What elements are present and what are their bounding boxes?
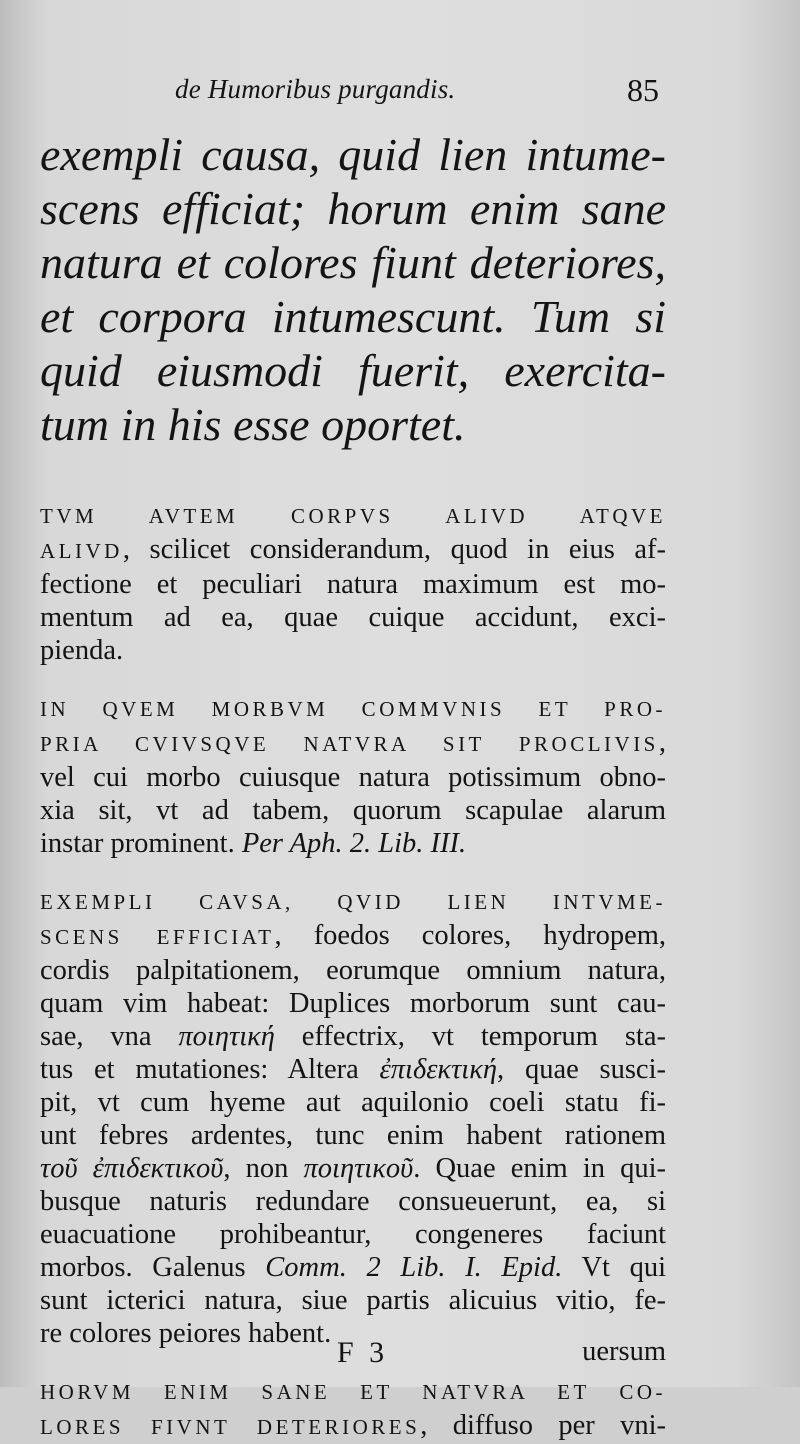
text-run: , bbox=[658, 727, 666, 758]
running-head: de Humoribus purgandis. bbox=[175, 74, 456, 104]
text-run: re colores peiores habent. bbox=[40, 1318, 332, 1349]
lead-line: scens efficiat; horum enim sane bbox=[40, 183, 666, 234]
text-run: unt febres ardentes, tunc enim habent rationem bbox=[40, 1120, 666, 1151]
text-run: fectione et peculiari natura maximum est mo- bbox=[40, 569, 666, 600]
text-line bbox=[40, 1086, 666, 1119]
text-line bbox=[40, 954, 666, 987]
text-line bbox=[40, 1251, 666, 1284]
text-line bbox=[40, 794, 666, 827]
page-header bbox=[175, 72, 665, 122]
text-run: instar prominent. bbox=[40, 828, 242, 859]
text-run: , diffuso per vni- bbox=[420, 1410, 666, 1441]
text-line bbox=[40, 1020, 666, 1053]
text-line bbox=[40, 1053, 666, 1086]
text-run: cordis palpitationem, eorumque omnium natura, bbox=[40, 955, 666, 986]
paragraph bbox=[40, 498, 666, 667]
text-run: , non bbox=[223, 1153, 304, 1184]
text-run: vel cui morbo cuiusque natura potissimum obno- bbox=[40, 762, 666, 793]
text-line bbox=[40, 1374, 666, 1409]
text-run: morbos. Galenus bbox=[40, 1252, 266, 1283]
commentary bbox=[40, 498, 666, 1444]
text-line bbox=[40, 1284, 666, 1317]
small-caps-lemma: IN QVEM MORBVM COMMVNIS ET PRO- bbox=[40, 697, 666, 721]
lead-line: natura et colores fiunt deteriores, bbox=[40, 237, 666, 288]
text-line bbox=[40, 827, 666, 860]
paragraph bbox=[40, 691, 666, 860]
italic-citation: Per Aph. 2. Lib. III. bbox=[241, 828, 467, 859]
small-caps-lemma: SCENS EFFICIAT bbox=[40, 925, 275, 949]
italic-citation: τοῦ ἐπιδεκτικοῦ bbox=[40, 1153, 224, 1184]
text-run: effectrix, vt temporum sta- bbox=[274, 1021, 666, 1052]
text-run: sunt icterici natura, siue partis alicuius vitio, fe- bbox=[40, 1285, 666, 1316]
page-number: 85 bbox=[627, 72, 659, 108]
text-line bbox=[40, 1185, 666, 1218]
text-run: tus et mutationes: Altera bbox=[40, 1054, 380, 1085]
small-caps-lemma: EXEMPLI CAVSA, QVID LIEN INTVME- bbox=[40, 890, 666, 914]
lead-passage bbox=[40, 128, 666, 452]
lead-line: et corpora intumescunt. Tum si bbox=[40, 291, 666, 342]
text-run: , scilicet considerandum, quod in eius af- bbox=[122, 534, 666, 565]
small-caps-lemma: HORVM ENIM SANE ET NATVRA ET CO- bbox=[40, 1380, 666, 1404]
text-run: euacuatione prohibeantur, congeneres faciunt bbox=[40, 1219, 666, 1250]
text-line bbox=[40, 1119, 666, 1152]
text-run: mentum ad ea, quae cuique accidunt, exci- bbox=[40, 602, 666, 633]
text-run: quam vim habeat: Duplices morborum sunt cau- bbox=[40, 988, 666, 1019]
text-line bbox=[40, 691, 666, 726]
italic-citation: Comm. 2 Lib. I. Epid. bbox=[265, 1252, 563, 1283]
catchword: uersum bbox=[582, 1336, 666, 1367]
signature-mark: F 3 bbox=[337, 1336, 389, 1369]
italic-citation: ἐπιδεκτική bbox=[379, 1054, 498, 1085]
text-line bbox=[40, 726, 666, 761]
text-run: Vt qui bbox=[562, 1252, 666, 1283]
small-caps-lemma: LORES FIVNT DETERIORES bbox=[40, 1415, 421, 1439]
text-line bbox=[40, 568, 666, 601]
text-line bbox=[40, 1409, 666, 1444]
small-caps-lemma: PRIA CVIVSQVE NATVRA SIT PROCLIVIS bbox=[40, 732, 659, 756]
italic-citation: ποιητική bbox=[178, 1021, 275, 1052]
text-line bbox=[40, 498, 666, 533]
paragraph bbox=[40, 1374, 666, 1444]
small-caps-lemma: ALIVD bbox=[40, 539, 123, 563]
text-line bbox=[40, 884, 666, 919]
text-line bbox=[40, 601, 666, 634]
text-line bbox=[40, 1152, 666, 1185]
text-run: pit, vt cum hyeme aut aquilonio coeli statu fi- bbox=[40, 1087, 666, 1118]
text-line bbox=[40, 634, 666, 667]
small-caps-lemma: TVM AVTEM CORPVS ALIVD ATQVE bbox=[40, 504, 666, 528]
italic-citation: ποιητικοῦ bbox=[303, 1153, 414, 1184]
lead-line: quid eiusmodi fuerit, exercita- bbox=[40, 345, 666, 396]
text-line bbox=[40, 533, 666, 568]
page-footer bbox=[40, 1336, 666, 1376]
page-body bbox=[40, 118, 666, 1444]
text-line bbox=[40, 761, 666, 794]
text-line bbox=[40, 987, 666, 1020]
text-run: busque naturis redundare consueuerunt, ea, si bbox=[40, 1186, 666, 1217]
text-line bbox=[40, 919, 666, 954]
paragraph bbox=[40, 884, 666, 1350]
lead-line: tum in his esse oportet. bbox=[40, 399, 466, 450]
text-line bbox=[40, 1218, 666, 1251]
lead-line: exempli causa, quid lien intume- bbox=[40, 129, 666, 180]
text-run: xia sit, vt ad tabem, quorum scapulae alarum bbox=[40, 795, 666, 826]
text-run: . Quae enim in qui- bbox=[413, 1153, 667, 1184]
text-run: sae, vna bbox=[40, 1021, 179, 1052]
text-run: , quae susci- bbox=[497, 1054, 666, 1085]
text-run: , foedos colores, hydropem, bbox=[274, 920, 667, 951]
text-run: pienda. bbox=[40, 635, 124, 666]
